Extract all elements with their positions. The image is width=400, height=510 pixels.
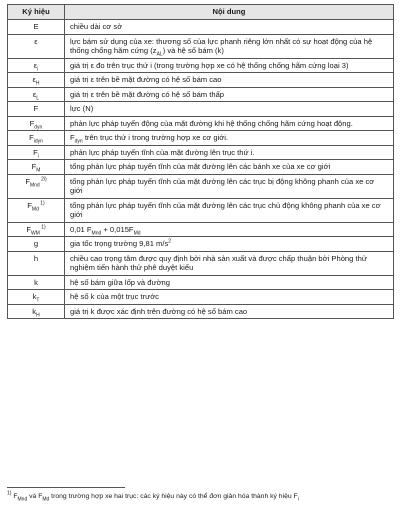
table-row (8, 251, 394, 275)
symbol-run: k (34, 277, 38, 287)
header-symbol: Ký hiệu (8, 5, 65, 20)
content-run: tổng phản lực pháp tuyến tĩnh của mặt đường lên các trục bị động không phanh của xe cơ giới (70, 176, 375, 195)
symbol-run: k (32, 292, 37, 301)
content-run: 0,01 F (70, 224, 92, 234)
symbol-cell (8, 131, 65, 146)
table-row (8, 174, 394, 198)
symbol-run: 1) (39, 223, 46, 230)
table-row (8, 222, 394, 237)
content-cell (65, 87, 394, 102)
table-row (8, 145, 394, 160)
content-run: AL (156, 51, 163, 58)
content-cell (65, 222, 394, 237)
symbol-cell (8, 34, 65, 58)
table-row (8, 87, 394, 102)
footnote-run: F (11, 493, 18, 500)
content-run: chiều dài cơ sở (70, 22, 123, 31)
symbol-run: ε (34, 36, 38, 46)
table-row (8, 237, 394, 252)
symbol-cell (8, 145, 65, 160)
table-row (8, 131, 394, 146)
footnote-run: và F (27, 493, 43, 500)
content-run: lực (N) (70, 104, 94, 113)
content-cell (65, 275, 394, 290)
content-run: tổng phản lực pháp tuyến tĩnh của mặt đường lên các trục chủ động không phanh của xe cơ giới (70, 200, 381, 219)
symbol-table (7, 4, 394, 319)
symbol-cell (8, 73, 65, 88)
table-row (8, 58, 394, 73)
content-cell (65, 290, 394, 305)
content-cell (65, 198, 394, 222)
content-run: gia tốc trọng trường 9,81 m/s (70, 239, 169, 248)
symbol-run: F (26, 224, 31, 234)
content-run: giá trị k được xác định trên đường có hệ số bám cao (70, 306, 248, 316)
symbol-run: ε (32, 89, 37, 99)
symbol-run: WM (30, 230, 40, 237)
symbol-run: idyn (33, 138, 43, 145)
content-cell (65, 160, 394, 175)
footnote-run: i (297, 496, 299, 503)
symbol-run: M (36, 167, 41, 174)
symbol-run: g (33, 239, 39, 248)
table-row (8, 20, 394, 35)
content-run: hệ số bám giữa lốp và đường (70, 277, 171, 287)
symbol-cell (8, 174, 65, 198)
symbol-cell (8, 222, 65, 237)
footnote-run: trong trường hợp xe hai trục: các ký hiệu này có thể đơn giản hóa thành ký hiệu F (49, 493, 298, 500)
table-row (8, 116, 394, 131)
content-cell (65, 73, 394, 88)
table-row (8, 198, 394, 222)
content-run: phản lực pháp tuyến tĩnh của mặt đường lên trục thứ i. (70, 147, 255, 157)
content-cell (65, 131, 394, 146)
content-run: giá trị ε trên bề mặt đường có hệ số bám cao (70, 75, 222, 84)
symbol-cell (8, 116, 65, 131)
symbol-run: i (37, 153, 39, 160)
table-row (8, 275, 394, 290)
symbol-cell (8, 160, 65, 175)
content-cell (65, 20, 394, 35)
header-content: Nội dung (65, 5, 394, 20)
symbol-cell (8, 290, 65, 305)
content-run: Md (133, 230, 141, 237)
footnote (7, 492, 393, 501)
symbol-run: i (37, 66, 39, 73)
symbol-cell (8, 102, 65, 117)
symbol-run: T (36, 297, 40, 304)
symbol-cell (8, 87, 65, 102)
symbol-cell (8, 58, 65, 73)
content-run: + 0,015F (101, 224, 134, 234)
content-run: ) và hệ số bám (k) (162, 46, 224, 55)
content-cell (65, 58, 394, 73)
content-cell (65, 304, 394, 319)
symbol-run: E (33, 22, 39, 31)
footnote-divider (7, 487, 125, 488)
symbol-run: ε (33, 60, 38, 70)
content-run: chiều cao trọng tâm được quy định bởi nhà sản xuất và được chấp thuận bởi Phòng thử nghiệm tiến hành thử phê duyệt kiểu (70, 253, 367, 272)
symbol-run: H (35, 80, 40, 87)
content-cell (65, 116, 394, 131)
table-row (8, 290, 394, 305)
content-cell (65, 102, 394, 117)
content-run: phản lực pháp tuyến động của mặt đường khi hệ thống chống hãm cứng hoạt động. (70, 118, 353, 128)
symbol-run: k (32, 306, 37, 316)
content-cell (65, 145, 394, 160)
footnote-run: 1) (7, 490, 12, 497)
content-cell (65, 237, 394, 252)
symbol-run: F (25, 176, 30, 186)
symbol-run: 1) (38, 199, 45, 206)
symbol-cell (8, 20, 65, 35)
symbol-cell (8, 198, 65, 222)
table-row (8, 102, 394, 117)
symbol-run: F (33, 147, 38, 157)
table-row (8, 160, 394, 175)
table-body (8, 20, 394, 319)
symbol-cell (8, 275, 65, 290)
symbol-run: Md (31, 206, 39, 213)
content-run: giá trị ε trên bề mặt đường có hệ số bám thấp (70, 89, 225, 99)
symbol-run: F (29, 118, 35, 128)
symbol-run: h (33, 253, 39, 263)
content-cell (65, 174, 394, 198)
content-cell (65, 251, 394, 275)
symbol-run: ε (32, 75, 36, 84)
symbol-run: L (36, 95, 40, 102)
footnote-run: Mnd (17, 496, 28, 503)
content-run: trên trục thứ i trong trường hợp xe cơ giới. (82, 133, 229, 142)
table-header-row (8, 5, 394, 20)
table-row (8, 34, 394, 58)
symbol-run: F (33, 104, 39, 113)
symbol-cell (8, 304, 65, 319)
table-row (8, 73, 394, 88)
symbol-run: F (29, 133, 34, 142)
symbol-cell (8, 251, 65, 275)
symbol-run: Mnd (29, 182, 40, 189)
content-run: lực bám sử dụng của xe: thương số của lực phanh riêng lớn nhất có sự hoạt động của hệ thống chống hãm cứng (z (70, 36, 373, 55)
footnote-run: Md (42, 496, 50, 503)
content-run: Mnd (91, 230, 102, 237)
content-run: 2 (168, 238, 172, 245)
content-run: giá trị ε đo trên trục thứ i (trong trường hợp xe có hệ thống chống hãm cứng loại 3) (70, 60, 349, 70)
content-run: tổng phản lực pháp tuyến tĩnh của mặt đường lên các bánh xe của xe cơ giới (70, 162, 331, 171)
symbol-run: 2i) (39, 175, 47, 182)
symbol-run: H (36, 312, 40, 319)
symbol-run: dyn (34, 124, 43, 131)
content-run: F (70, 133, 75, 142)
symbol-cell (8, 237, 65, 252)
content-cell (65, 34, 394, 58)
table-row (8, 304, 394, 319)
symbol-run: F (31, 162, 37, 171)
symbol-run: F (27, 200, 32, 210)
content-run: dyn (74, 138, 83, 145)
content-run: hệ số k của một trục trước (70, 292, 159, 301)
